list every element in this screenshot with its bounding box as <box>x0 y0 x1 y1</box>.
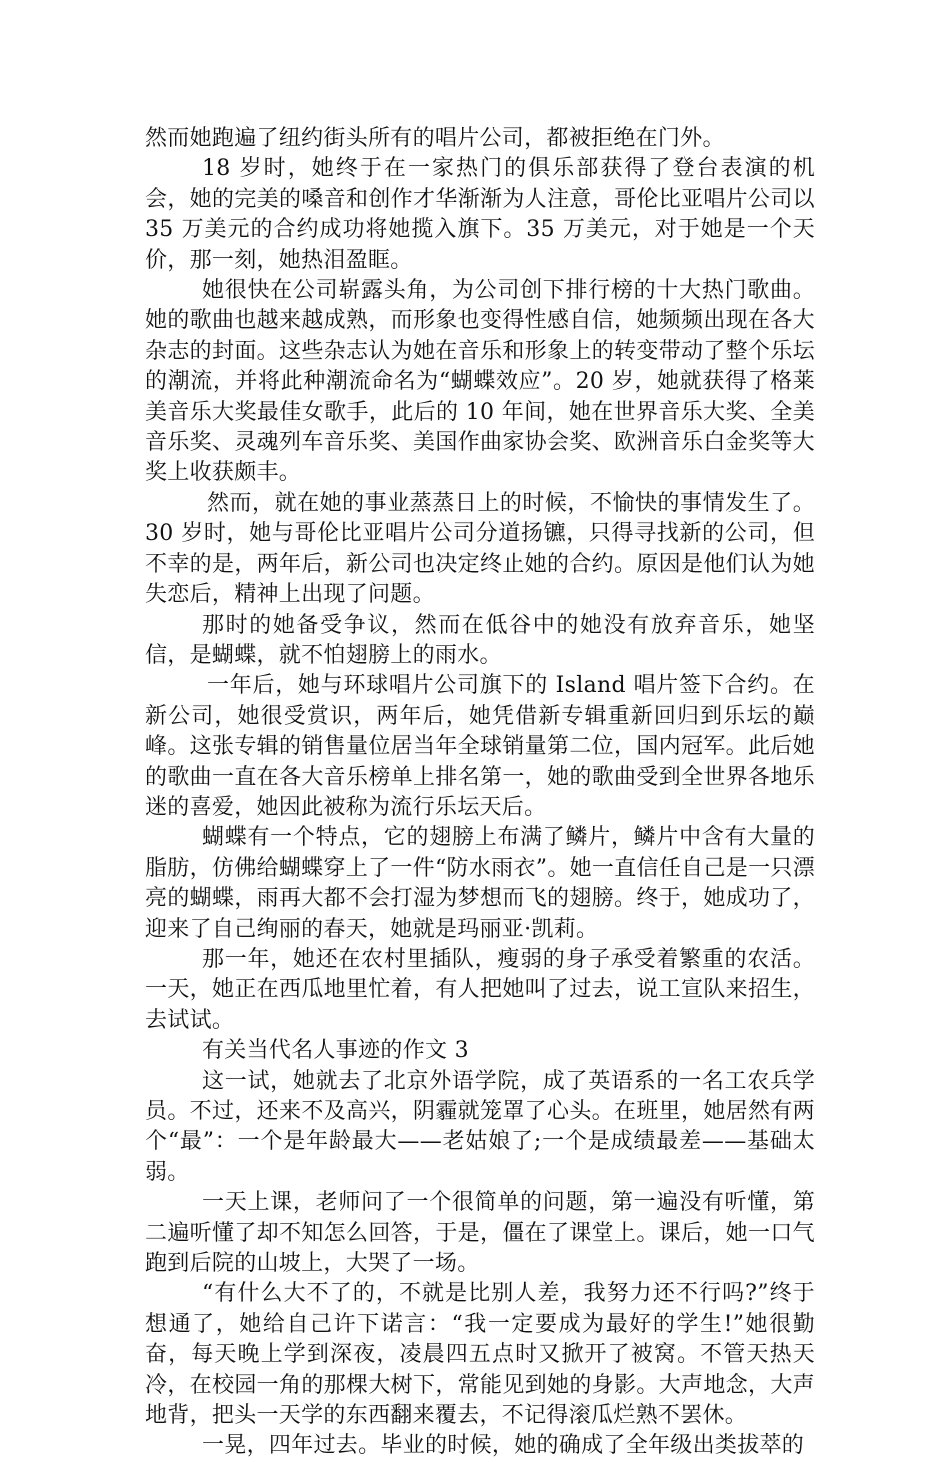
article-body <box>145 124 815 1462</box>
paragraph-4: 然而，就在她的事业蒸蒸日上的时候，不愉快的事情发生了。30 岁时，她与哥伦比亚唱片公司分道扬镳，只得寻找新的公司，但不幸的是，两年后，新公司也决定终止她的合约。原因是他们认为她失恋后，精神上出现了问题。 <box>145 490 815 608</box>
paragraph-11: “有什么大不了的，不就是比别人差，我努力还不行吗?”终于想通了，她给自己许下诺言：“我一定要成为最好的学生!”她很勤奋，每天晚上学到深夜，凌晨四五点时又掀开了被窝。不管天热天冷，在校园一角的那棵大树下，常能见到她的身影。大声地念，大声地背，把头一天学的东西翻来覆去，不记得滚瓜烂熟不罢休。 <box>145 1281 815 1429</box>
paragraph-5: 那时的她备受争议，然而在低谷中的她没有放弃音乐，她坚信，是蝴蝶，就不怕翅膀上的雨水。 <box>145 612 815 668</box>
paragraph-1: 然而她跑遍了纽约街头所有的唱片公司，都被拒绝在门外。 <box>145 126 725 151</box>
paragraph-2: 18 岁时，她终于在一家热门的俱乐部获得了登台表演的机会，她的完美的嗓音和创作才华渐渐为人注意，哥伦比亚唱片公司以 35 万美元的合约成功将她揽入旗下。35 万美元，对于她是一个天价，那一刻，她热泪盈眶。 <box>145 156 815 273</box>
paragraph-9: 这一试，她就去了北京外语学院，成了英语系的一名工农兵学员。不过，还来不及高兴，阴霾就笼罩了心头。在班里，她居然有两个“最”：一个是年龄最大——老姑娘了;一个是成绩最差——基础太弱。 <box>145 1068 815 1185</box>
paragraph-7: 蝴蝶有一个特点，它的翅膀上布满了鳞片，鳞片中含有大量的脂肪，仿佛给蝴蝶穿上了一件“防水雨衣”。她一直信任自己是一只漂亮的蝴蝶，雨再大都不会打湿为梦想而飞的翅膀。终于，她成功了，迎来了自己绚丽的春天，她就是玛丽亚·凯莉。 <box>145 825 815 942</box>
paragraph-6: 一年后，她与环球唱片公司旗下的 Island 唱片签下合约。在新公司，她很受赏识，两年后，她凭借新专辑重新回归到乐坛的巅峰。这张专辑的销售量位居当年全球销量第二位，国内冠军。此后她的歌曲一直在各大音乐榜单上排名第一，她的歌曲受到全世界各地乐迷的喜爱，她因此被称为流行乐坛天后。 <box>145 673 815 820</box>
paragraph-8: 那一年，她还在农村里插队，瘦弱的身子承受着繁重的农活。一天，她正在西瓜地里忙着，有人把她叫了过去，说工宣队来招生，去试试。 <box>145 946 815 1033</box>
paragraph-12: 一晃，四年过去。毕业的时候，她的确成了全年级出类拔萃的 <box>202 1433 805 1459</box>
paragraph-10: 一天上课，老师问了一个很简单的问题，第一遍没有听懂，第二遍听懂了却不知怎么回答，于是，僵在了课堂上。课后，她一口气跑到后院的山坡上，大哭了一场。 <box>145 1190 815 1277</box>
section-heading: 有关当代名人事迹的作文 3 <box>202 1038 469 1064</box>
paragraph-3: 她很快在公司崭露头角，为公司创下排行榜的十大热门歌曲。她的歌曲也越来越成熟，而形象也变得性感自信，她频频出现在各大杂志的封面。这些杂志认为她在音乐和形象上的转变带动了整个乐坛的潮流，并将此种潮流命名为“蝴蝶效应”。20 岁，她就获得了格莱美音乐大奖最佳女歌手，此后的 10 年间，她在世界音乐大奖、全美音乐奖、灵魂列车音乐奖、美国作曲家协会奖、欧洲音乐白金奖等大奖上收获颇丰。 <box>145 278 815 486</box>
